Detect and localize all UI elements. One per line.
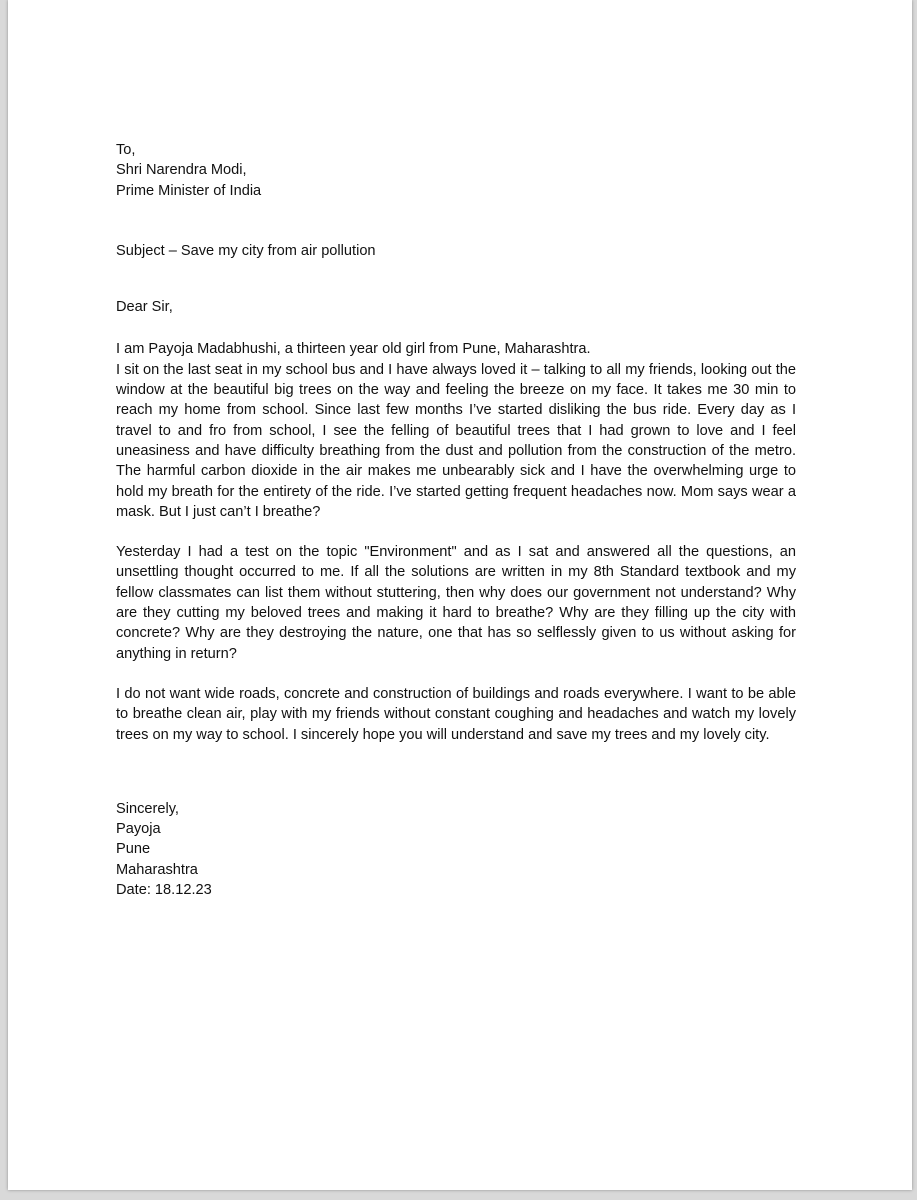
recipient-name: Shri Narendra Modi, <box>116 162 247 179</box>
body-paragraph-2: Yesterday I had a test on the topic "Environment" and as I sat and answered all the questions, an unsettling thought occurred to me. If all the solutions are written in my 8th Standard textbook and my fellow classmates can list them without stuttering, then why does our government not understand? Why are they cutting my beloved trees and making it hard to breathe? Why are they filling up the city with concrete? Why are they destroying the nature, one that has so selflessly given to us without asking for anything in return? <box>116 544 796 662</box>
closing-valediction: Sincerely, <box>116 800 179 817</box>
salutation: Dear Sir, <box>116 299 173 316</box>
body-paragraph-1: I sit on the last seat in my school bus and I have always loved it – talking to all my friends, looking out the window at the beautiful big trees on the way and feeling the breeze on my face. It takes me 30 min to reach my home from school. Since last few months I’ve started disliking the bus ride. Every day as I travel to and fro from school, I see the felling of beautiful trees that I had grown to love and I feel uneasiness and have difficulty breathing from the dust and pollution from the construction of the metro. The harmful carbon dioxide in the air makes me unbearably sick and I have the overwhelming urge to hold my breath for the entirety of the ride. I’ve started getting frequent headaches now. Mom says wear a mask. But I just can’t I breathe? <box>116 361 796 520</box>
letter-date: Date: 18.12.23 <box>116 882 212 899</box>
recipient-block <box>116 140 796 201</box>
body-paragraph-3: I do not want wide roads, concrete and construction of buildings and roads everywhere. I want to be able to breathe clean air, play with my friends without constant coughing and headaches and watch my lovely trees on my way to school. I sincerely hope you will understand and save my trees and my lovely city. <box>116 685 796 743</box>
recipient-to: To, <box>116 142 136 158</box>
signature-state: Maharashtra <box>116 861 198 878</box>
recipient-title: Prime Minister of India <box>116 182 262 199</box>
intro-line: I am Payoja Madabhushi, a thirteen year old girl from Pune, Maharashtra. <box>116 341 591 358</box>
signature-city: Pune <box>116 841 151 858</box>
letter-page <box>8 0 912 1190</box>
signature-name: Payoja <box>116 821 161 838</box>
letter-body <box>116 140 796 900</box>
closing-block <box>116 799 796 900</box>
subject-line: Subject – Save my city from air pollution <box>116 242 376 259</box>
